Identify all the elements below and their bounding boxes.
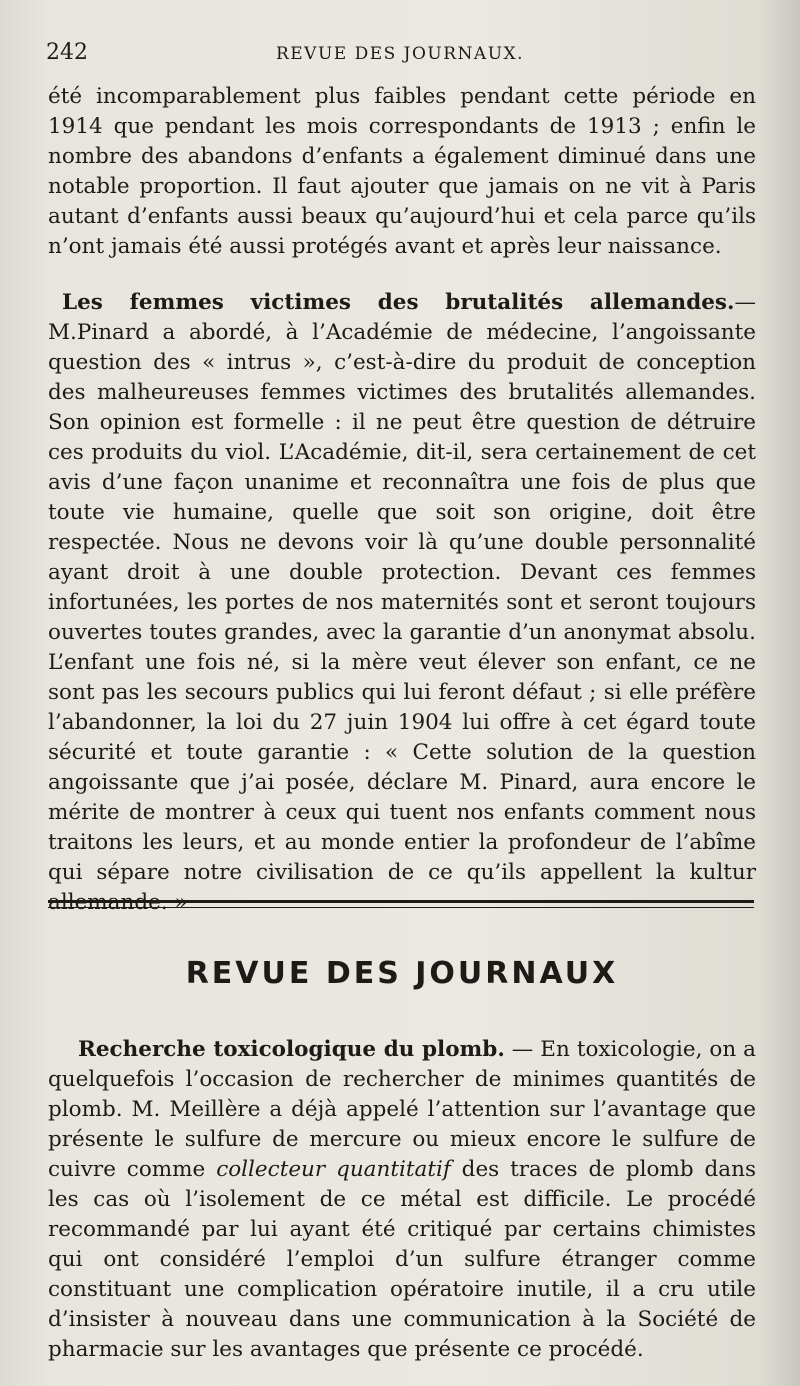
paragraph-heading: Les femmes victimes des brutalités allemandes. [62,290,735,315]
paragraph-heading: Recherche toxicologique du plomb. [78,1037,505,1062]
double-rule-divider [48,900,754,908]
paragraph-recherche-plomb [48,1035,756,1365]
paragraph-italic-term: collecteur quantitatif [216,1157,451,1182]
page-header [46,40,754,70]
paragraph-text: —M.Pinard a abordé, à l’Académie de médecine, l’angoissante question des « intrus », c’est-à-dire du produit de conception des malheureuses femmes victimes des brutalités allemandes. Son opinion est formelle : il ne peut être question de détruire ces produits du viol. L’Académie, dit-il, sera certainement de cet avis d’une façon unanime et reconnaîtra une fois de plus que toute vie humaine, quelle que soit son origine, doit être respectée. Nous ne devons voir là qu’une double personnalité ayant droit à une double protection. Devant ces femmes infortunées, les portes de nos maternités sont et seront toujours ouvertes toutes grandes, avec la garantie d’un anonymat absolu. L’enfant une fois né, si la mère veut élever son enfant, ce ne sont pas les secours publics qui lui feront défaut ; si elle préfère l’abandonner, la loi du 27 juin 1904 lui offre à cet égard toute sécurité et toute garantie : « Cette solution de la question angoissante que j’ai posée, déclare M. Pinard, aura encore le mérite de montrer à ceux qui tuent nos enfants comment nous traitons les leurs, et au monde entier la profondeur de l’abîme qui sépare notre civilisation de ce qu’ils appellent la kultur [48,290,756,885]
paragraph-text-part2: des traces de plomb dans les cas où l’isolement de ce métal est difficile. Le procédé recommandé par lui ayant été critiqué par certains chimistes qui ont considéré l’emploi d’un sulfure étranger comme constituant une complication opératoire inutile, il a cru utile d’insister à nouveau dans une communication à la Société de pharmacie sur les avantages que présente ce procédé. [48,1157,756,1362]
running-head: REVUE DES JOURNAUX. [275,44,525,64]
page-number: 242 [46,40,88,65]
rule-thin [48,907,754,908]
paragraph-femmes-victimes [48,288,756,918]
paragraph-text-part1: — En toxicologie, on a quelquefois l’occasion de rechercher de minimes quantités de plomb. M. Meillère a déjà appelé l’attention sur l’avantage que présente le sulfure de mercure ou mieux encore le sulfure de cuivre comme [48,1037,756,1182]
paragraph-text: été incomparablement plus faibles pendant cette période en 1914 que pendant les mois correspondants de 1913 ; enfin le nombre des abandons d’enfants a également diminué dans une notable proportion. Il faut ajouter que jamais on ne vit à Paris autant d’enfants aussi beaux qu’aujourd’hui et cela parce qu’ils n’ont jamais été aussi protégés avant et après leur naissance. [48,84,756,259]
paragraph-continuation [48,82,756,262]
section-title: REVUE DES JOURNAUX [185,956,619,991]
